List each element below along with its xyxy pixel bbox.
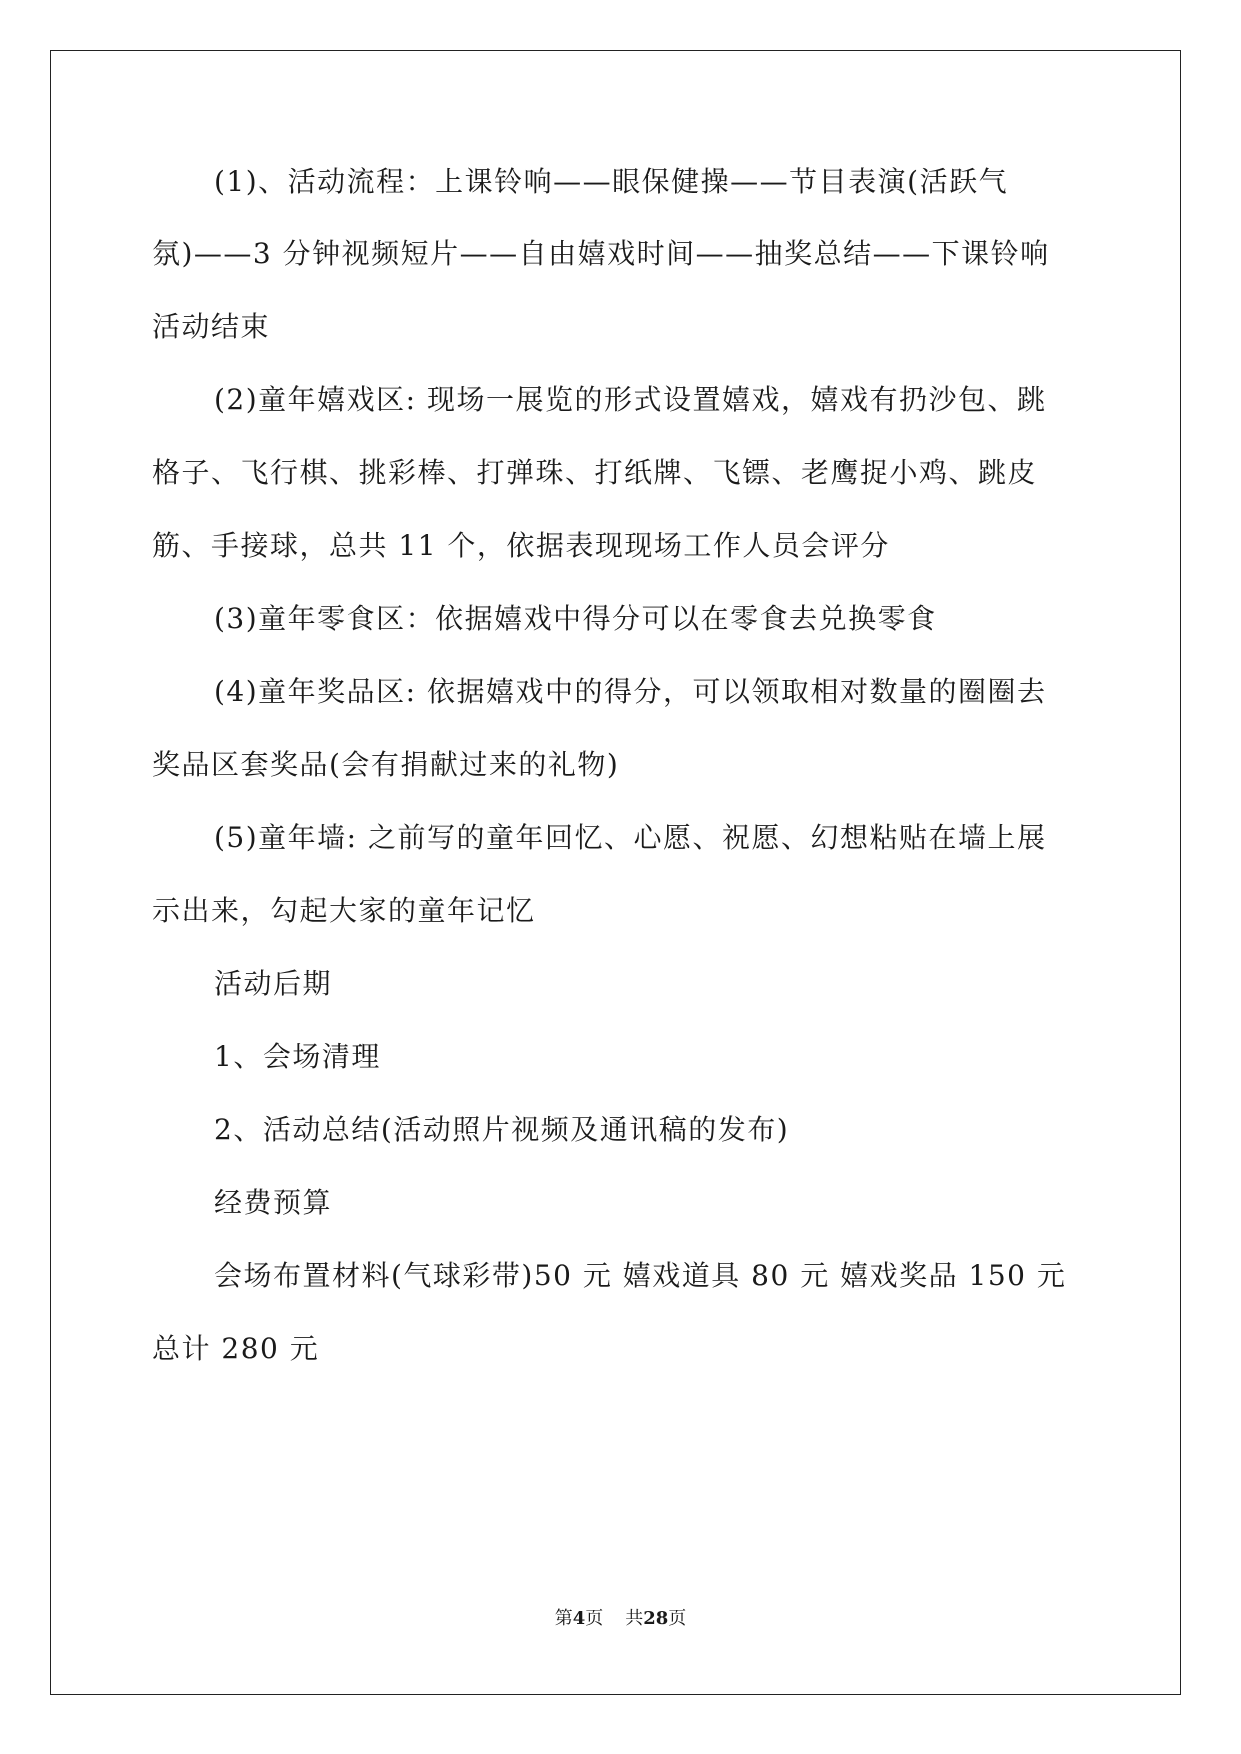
page-number: 4 (572, 1608, 586, 1629)
paragraph-activity-flow-line-1: (1)、活动流程：上课铃响——眼保健操——节目表演(活跃气 (214, 165, 1009, 198)
paragraph-childhood-wall-line-1: (5)童年墙: 之前写的童年回忆、心愿、祝愿、幻想粘贴在墙上展 (214, 821, 1047, 854)
paragraph-prize-zone-line-2: 奖品区套奖品(会有捐献过来的礼物) (152, 748, 620, 781)
page-prefix: 第 (554, 1608, 573, 1629)
list-item-activity-summary: 2、活动总结(活动照片视频及通讯稿的发布) (214, 1113, 790, 1146)
paragraph-activity-flow-line-2: 氛)——3 分钟视频短片——自由嬉戏时间——抽奖总结——下课铃响 (152, 237, 1050, 270)
page-border (50, 50, 1181, 1695)
page-suffix: 页 (585, 1608, 604, 1629)
list-item-venue-cleanup: 1、会场清理 (214, 1040, 381, 1073)
total-pages: 28 (643, 1608, 669, 1629)
paragraph-snack-zone-line-1: (3)童年零食区：依据嬉戏中得分可以在零食去兑换零食 (214, 602, 937, 635)
page-footer (0, 1607, 1241, 1631)
section-heading-post-activity: 活动后期 (214, 967, 333, 1000)
paragraph-prize-zone-line-1: (4)童年奖品区: 依据嬉戏中的得分，可以领取相对数量的圈圈去 (214, 675, 1047, 708)
paragraph-game-zone-line-1: (2)童年嬉戏区: 现场一展览的形式设置嬉戏，嬉戏有扔沙包、跳 (214, 383, 1047, 416)
paragraph-game-zone-line-2: 格子、飞行棋、挑彩棒、打弹珠、打纸牌、飞镖、老鹰捉小鸡、跳皮 (152, 456, 1038, 489)
paragraph-game-zone-line-3: 筋、手接球，总共 11 个，依据表现现场工作人员会评分 (152, 529, 890, 562)
paragraph-budget-line-2: 总计 280 元 (152, 1332, 320, 1365)
paragraph-childhood-wall-line-2: 示出来，勾起大家的童年记忆 (152, 894, 536, 927)
section-heading-budget: 经费预算 (214, 1186, 333, 1219)
total-suffix: 页 (668, 1608, 687, 1629)
paragraph-budget-line-1: 会场布置材料(气球彩带)50 元 嬉戏道具 80 元 嬉戏奖品 150 元 (214, 1259, 1067, 1292)
total-prefix: 共 (625, 1608, 644, 1629)
paragraph-activity-flow-line-3: 活动结束 (152, 310, 271, 343)
